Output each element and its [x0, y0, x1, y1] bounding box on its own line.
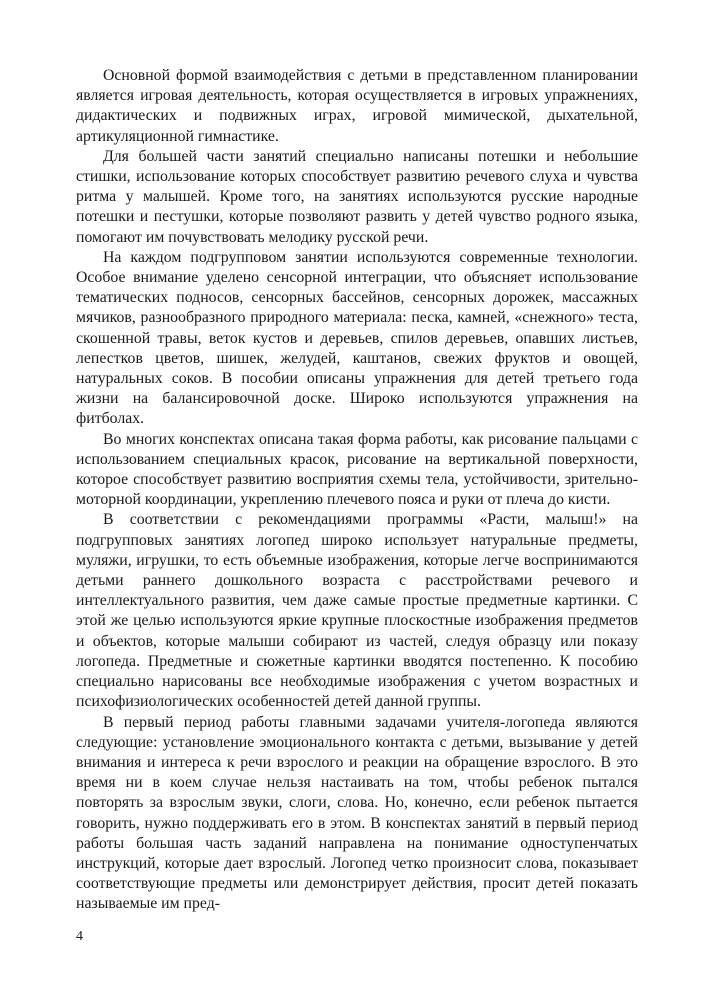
paragraph-3: На каждом подгрупповом занятии используются современные технологии. Особое внимание уделено сенсорной интеграции, что объясняет использование тематических подносов, сенсорных бассейнов, сенсорных дорожек, массажных мячиков, разнообразного природного материала: песка, камней, «снежного» теста, скошенной травы, веток кустов и деревьев, спилов деревьев, опавших листьев, лепестков цветов, шишек, желудей, каштанов, свежих фруктов и овощей, натуральных соков. В пособии описаны упражнения для детей третьего года жизни на балансировочной доске. Широко используются упражнения на фитболах. [76, 248, 638, 428]
paragraph-6: В первый период работы главными задачами учителя-логопеда являются следующие: установление эмоционального контакта с детьми, вызывание у детей внимания и интереса к речи взрослого и реакции на обращение взрослого. В это время ни в коем случае нельзя настаивать на том, чтобы ребенок пытался повторять за взрослым звуки, слоги, слова. Но, конечно, если ребенок пытается говорить, нужно поддерживать его в этом. В конспектах занятий в первый период работы большая часть заданий направлена на понимание одноступенчатых инструкций, которые дает взрослый. Логопед четко произносит слова, показывает соответствующие предметы или демонстрирует действия, просит детей показать называемые им пред- [76, 713, 638, 913]
paragraph-2: Для большей части занятий специально написаны потешки и небольшие стишки, использование которых способствует развитию речевого слуха и чувства ритма у малышей. Кроме того, на занятиях используются русские народные потешки и пестушки, которые позволяют развить у детей чувство родного языка, помогают им почувствовать мелодику русской речи. [76, 147, 638, 246]
page-number: 4 [76, 929, 83, 944]
paragraph-4: Во многих конспектах описана такая форма работы, как рисование пальцами с использованием специальных красок, рисование на вертикальной поверхности, которое способствует развитию восприятия схемы тела, устойчивости, зрительно-моторной координации, укреплению плечевого пояса и руки от плеча до кисти. [76, 430, 638, 509]
paragraph-5: В соответствии с рекомендациями программы «Расти, малыш!» на подгрупповых занятиях логопед широко использует натуральные предметы, муляжи, игрушки, то есть объемные изображения, которые легче воспринимаются детьми раннего дошкольного возраста с расстройствами речевого и интеллектуального развития, чем даже самые простые предметные картинки. С этой же целью используются яркие крупные плоскостные изображения предметов и объектов, которые малыши собирают из частей, следуя образцу или показу логопеда. Предметные и сюжетные картинки вводятся постепенно. К пособию специально нарисованы все необходимые изображения с учетом возрастных и психофизиологических особенностей детей данной группы. [76, 511, 638, 711]
body-text [76, 66, 638, 915]
paragraph-1: Основной формой взаимодействия с детьми в представленном планировании является игровая деятельность, которая осуществляется в игровых упражнениях, дидактических и подвижных играх, игровой мимической, дыхательной, артикуляционной гимнастике. [76, 67, 638, 145]
